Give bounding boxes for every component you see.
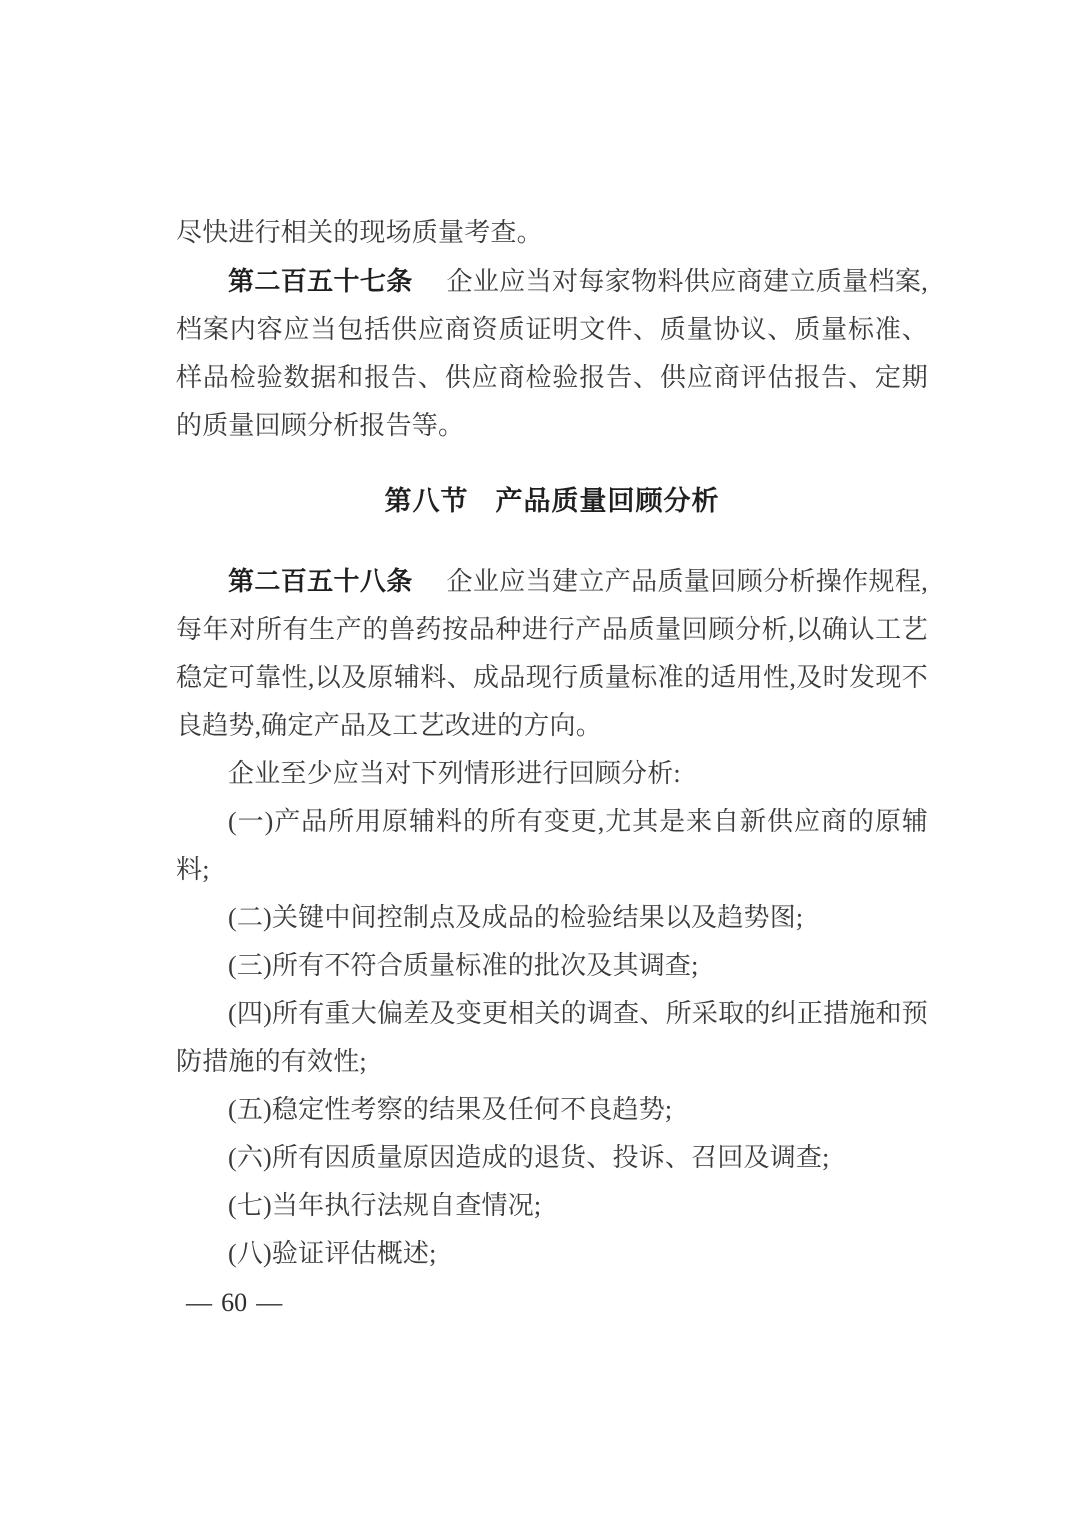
review-item-4: (四)所有重大偏差及变更相关的调查、所采取的纠正措施和预防措施的有效性; [176, 999, 928, 1076]
review-item-1: (一)产品所用原辅料的所有变更,尤其是来自新供应商的原辅料; [176, 807, 928, 884]
article-257-body: 企业应当对每家物料供应商建立质量档案,档案内容应当包括供应商资质证明文件、质量协议、质量标准、样品检验数据和报告、供应商检验报告、供应商评估报告、定期的质量回顾分析报告等。 [176, 267, 928, 440]
page-content [176, 209, 928, 1278]
article-257-number: 第二百五十七条 [228, 266, 413, 296]
review-item-3: (三)所有不符合质量标准的批次及其调查; [228, 951, 699, 980]
section-title: 产品质量回顾分析 [495, 486, 720, 516]
list-intro-paragraph: 企业至少应当对下列情形进行回顾分析: [228, 759, 681, 788]
article-258-number: 第二百五十八条 [228, 566, 413, 596]
section-number: 第八节 [384, 486, 469, 516]
article-258-body: 企业应当建立产品质量回顾分析操作规程,每年对所有生产的兽药按品种进行产品质量回顾分析,以确认工艺稳定可靠性,以及原辅料、成品现行质量标准的适用性,及时发现不良趋势,确定产品及工艺改进的方向。 [176, 567, 928, 740]
article-257-paragraph [176, 257, 928, 450]
continuation-paragraph: 尽快进行相关的现场质量考查。 [176, 218, 543, 247]
section-heading [176, 477, 928, 525]
page-number: 60 [221, 1288, 248, 1317]
page-footer [186, 1288, 282, 1318]
review-item-5: (五)稳定性考察的结果及任何不良趋势; [228, 1095, 673, 1124]
footer-dash-right: — [256, 1288, 283, 1317]
article-258-paragraph [176, 557, 928, 750]
footer-dash-left: — [186, 1288, 212, 1317]
review-item-6: (六)所有因质量原因造成的退货、投诉、召回及调查; [228, 1143, 830, 1172]
review-item-2: (二)关键中间控制点及成品的检验结果以及趋势图; [228, 903, 804, 932]
review-item-7: (七)当年执行法规自查情况; [228, 1191, 542, 1220]
review-item-8: (八)验证评估概述; [228, 1239, 437, 1268]
